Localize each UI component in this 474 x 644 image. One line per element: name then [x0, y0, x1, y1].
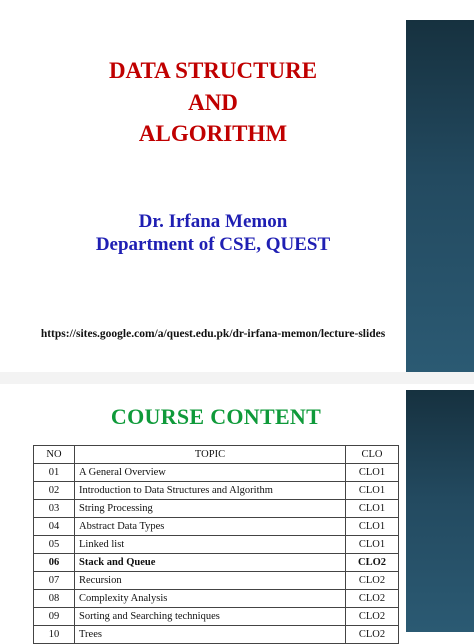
- table-row: [34, 464, 399, 482]
- clo-cell: CLO2: [346, 626, 399, 644]
- clo-cell: CLO1: [346, 518, 399, 536]
- topic-cell: Abstract Data Types: [75, 518, 346, 536]
- clo-cell: CLO1: [346, 536, 399, 554]
- row-number-cell: 05: [34, 536, 75, 554]
- clo-cell: CLO2: [346, 590, 399, 608]
- table-row: [34, 572, 399, 590]
- topic-cell: Trees: [75, 626, 346, 644]
- author-name: Dr. Irfana Memon: [138, 211, 288, 232]
- row-number-cell: 06: [34, 554, 75, 572]
- course-content-table: [33, 445, 399, 644]
- topic-cell: Recursion: [75, 572, 346, 590]
- topic-cell: Linked list: [75, 536, 346, 554]
- row-number-cell: 04: [34, 518, 75, 536]
- topic-cell: Sorting and Searching techniques: [75, 608, 346, 626]
- slide-title-line-1: DATA STRUCTURE: [108, 58, 318, 83]
- slide-title-line-3: ALGORITHM: [138, 121, 288, 146]
- course-content-slide: [0, 384, 474, 640]
- clo-cell: CLO2: [346, 554, 399, 572]
- author-department: Department of CSE, QUEST: [95, 234, 331, 255]
- topic-cell: A General Overview: [75, 464, 346, 482]
- table-row: [34, 518, 399, 536]
- lecture-slides-url[interactable]: https://sites.google.com/a/quest.edu.pk/dr-irfana-memon/lecture-slides: [40, 328, 386, 340]
- column-header-no: NO: [34, 446, 75, 464]
- table-row: [34, 590, 399, 608]
- slide-title-line-2: AND: [188, 90, 238, 115]
- clo-cell: CLO1: [346, 482, 399, 500]
- topic-cell: String Processing: [75, 500, 346, 518]
- topic-cell: Stack and Queue: [75, 554, 346, 572]
- table-header-row: [34, 446, 399, 464]
- column-header-clo: CLO: [346, 446, 399, 464]
- table-row: [34, 626, 399, 644]
- clo-cell: CLO1: [346, 464, 399, 482]
- clo-cell: CLO2: [346, 572, 399, 590]
- row-number-cell: 08: [34, 590, 75, 608]
- topic-cell: Introduction to Data Structures and Algorithm: [75, 482, 346, 500]
- table-row: [34, 554, 399, 572]
- table-row: [34, 608, 399, 626]
- course-content-title: COURSE CONTENT: [110, 404, 322, 429]
- row-number-cell: 07: [34, 572, 75, 590]
- row-number-cell: 01: [34, 464, 75, 482]
- column-header-topic: TOPIC: [75, 446, 346, 464]
- row-number-cell: 09: [34, 608, 75, 626]
- table-row: [34, 500, 399, 518]
- table-row: [34, 536, 399, 554]
- table-row: [34, 482, 399, 500]
- topic-cell: Complexity Analysis: [75, 590, 346, 608]
- slide-separator: [0, 372, 474, 384]
- clo-cell: CLO2: [346, 608, 399, 626]
- row-number-cell: 10: [34, 626, 75, 644]
- row-number-cell: 03: [34, 500, 75, 518]
- clo-cell: CLO1: [346, 500, 399, 518]
- row-number-cell: 02: [34, 482, 75, 500]
